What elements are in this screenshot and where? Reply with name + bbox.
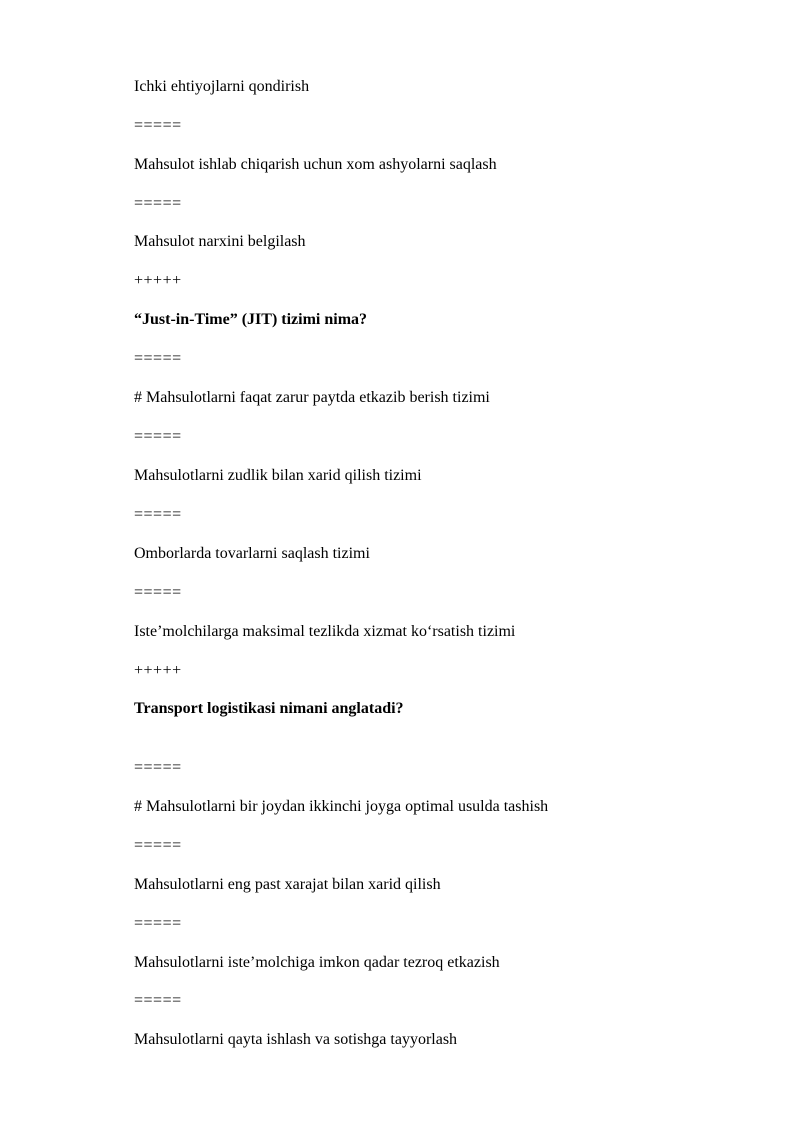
question-separator: +++++ [134,662,182,679]
answer-option: Mahsulotlarni iste’molchiga imkon qadar tezroq etkazish [134,954,500,971]
correct-answer-option: # Mahsulotlarni bir joydan ikkinchi joyga optimal usulda tashish [134,798,549,815]
option-separator: ===== [134,117,182,134]
option-separator: ===== [134,506,182,523]
option-separator: ===== [134,915,182,932]
answer-option: Mahsulot narxini belgilash [134,233,306,250]
option-separator: ===== [134,837,182,854]
option-separator: ===== [134,759,182,776]
option-separator: ===== [134,195,182,212]
answer-option: Iste’molchilarga maksimal tezlikda xizmat ko‘rsatish tizimi [134,623,516,640]
answer-option: Mahsulotlarni eng past xarajat bilan xarid qilish [134,876,441,893]
answer-option: Ichki ehtiyojlarni qondirish [134,78,310,95]
answer-option: Mahsulotlarni qayta ishlash va sotishga tayyorlash [134,1031,458,1048]
question-heading: “Just-in-Time” (JIT) tizimi nima? [134,311,368,328]
option-separator: ===== [134,350,182,367]
answer-option: Mahsulot ishlab chiqarish uchun xom ashyolarni saqlash [134,156,497,173]
answer-option: Mahsulotlarni zudlik bilan xarid qilish tizimi [134,467,422,484]
option-separator: ===== [134,428,182,445]
question-heading: Transport logistikasi nimani anglatadi? [134,700,404,717]
option-separator: ===== [134,584,182,601]
answer-option: Omborlarda tovarlarni saqlash tizimi [134,545,370,562]
option-separator: ===== [134,992,182,1009]
question-separator: +++++ [134,272,182,289]
correct-answer-option: # Mahsulotlarni faqat zarur paytda etkazib berish tizimi [134,389,490,406]
